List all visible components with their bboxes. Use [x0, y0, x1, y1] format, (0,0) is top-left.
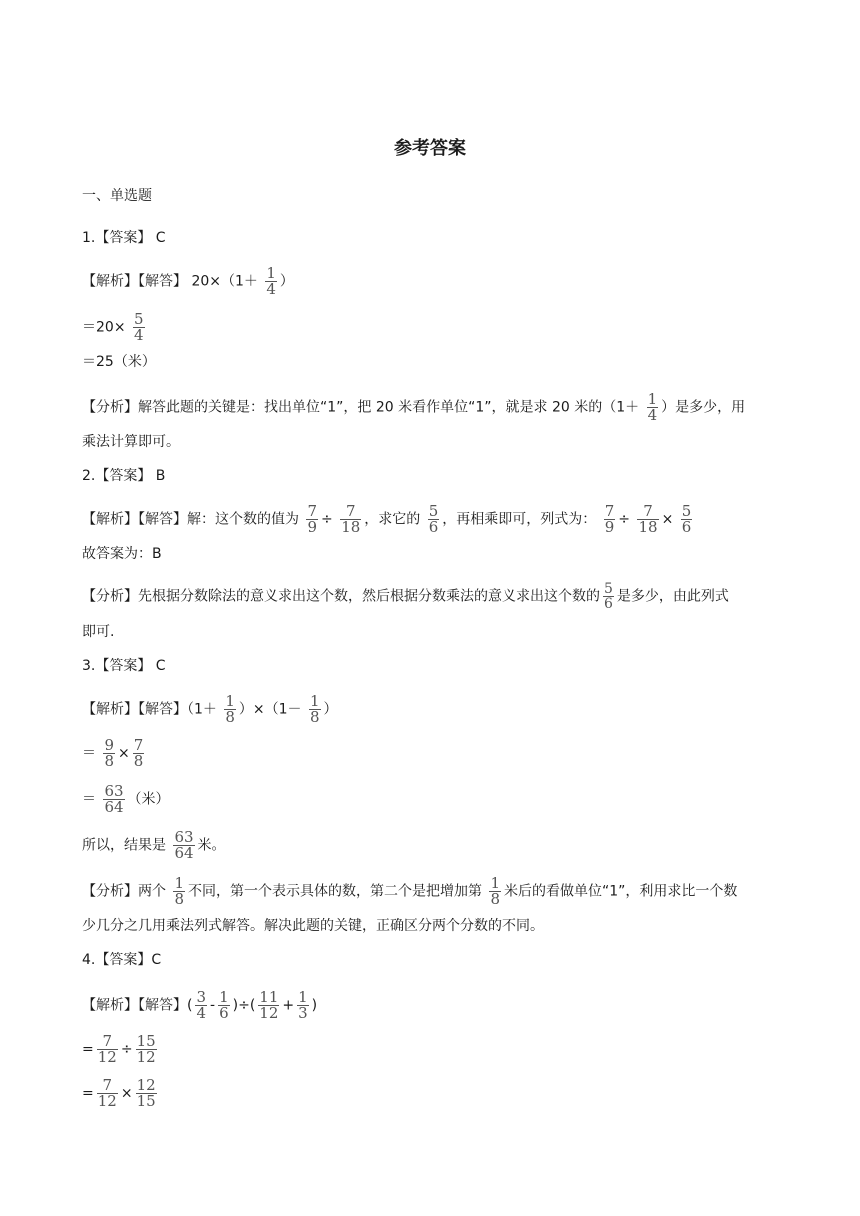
fraction: $\frac{7}{12}$: [97, 1076, 117, 1110]
q3-analysis-cont: 少几分之几用乘法列式解答。解决此题的关键，正确区分两个分数的不同。: [82, 918, 544, 934]
fraction: $\frac{5}{6}$: [604, 581, 613, 612]
fraction: $\frac{7}{9}$: [604, 502, 615, 536]
q1-solution-line3: ＝25（米）: [82, 354, 156, 370]
fraction: $\frac{5}{6}$: [428, 502, 439, 536]
fraction: $\frac{1}{4}$: [647, 390, 658, 424]
q4-solution-line3: = $\frac{7}{12}$ × $\frac{12}{15}$: [82, 1076, 156, 1110]
q1-analysis: 【分析】解答此题的关键是：找出单位“1”，把 20 米看作单位“1”，就是求 20 米的（1＋ $\frac{1}{4}$ ）是多少，用: [82, 390, 746, 424]
fraction: $\frac{63}{64}$: [174, 828, 194, 862]
q3-analysis: 【分析】两个 $\frac{1}{8}$ 不同，第一个表示具体的数，第二个是把增加第 $\frac{1}{8}$ 米后的看做单位“1”，利用求比一个数: [82, 874, 738, 908]
fraction: $\frac{15}{12}$: [136, 1032, 156, 1066]
fraction: $\frac{9}{8}$: [104, 736, 114, 770]
fraction: $\frac{1}{6}$: [219, 988, 229, 1022]
q3-solution-line3: ＝ $\frac{63}{64}$ （米）: [82, 782, 170, 816]
fraction: $\frac{1}{8}$: [490, 874, 500, 908]
q2-analysis-cont: 即可.: [82, 624, 115, 640]
fraction: $\frac{12}{15}$: [136, 1076, 156, 1110]
fraction: $\frac{1}{3}$: [298, 988, 308, 1022]
q1-analysis-cont: 乘法计算即可。: [82, 434, 180, 450]
q2-analysis: 【分析】先根据分数除法的意义求出这个数，然后根据分数乘法的意义求出这个数的 $\frac{5}{6}$ 是多少，由此列式: [82, 581, 729, 612]
fraction: $\frac{63}{64}$: [104, 782, 124, 816]
fraction: $\frac{3}{4}$: [196, 988, 207, 1022]
fraction: $\frac{11}{12}$: [259, 988, 279, 1022]
fraction: $\frac{7}{8}$: [133, 736, 144, 770]
page-title: 参考答案: [394, 138, 466, 159]
q3-result: 所以，结果是 $\frac{63}{64}$ 米。: [82, 828, 226, 862]
q4-solution-line1: 【解析】【解答】( $\frac{3}{4}$ - $\frac{1}{6}$ )÷( $\frac{11}{12}$ + $\frac{1}{3}$ ): [82, 988, 318, 1022]
q1-solution-line2: ＝20× $\frac{5}{4}$: [82, 310, 144, 344]
fraction: $\frac{1}{8}$: [225, 692, 235, 726]
fraction: $\frac{7}{18}$: [638, 502, 658, 536]
fraction: $\frac{1}{8}$: [174, 874, 184, 908]
q2-solution: 【解析】【解答】解：这个数的值为 $\frac{7}{9}$ ÷ $\frac{7}{18}$ ，求它的 $\frac{5}{6}$ ，再相乘即可，列式为： $\frac{7}{9}$ ÷ $\frac{7}{18}$ × $\frac{5}{6}$: [82, 502, 692, 536]
q1-solution-line1: 【解析】【解答】 20×（1＋ $\frac{1}{4}$ ）: [82, 264, 294, 298]
q4-solution-line2: = $\frac{7}{12}$ ÷ $\frac{15}{12}$: [82, 1032, 156, 1066]
fraction: $\frac{7}{9}$: [307, 502, 317, 536]
fraction: $\frac{7}{12}$: [97, 1032, 117, 1066]
fraction: $\frac{5}{4}$: [134, 310, 144, 344]
fraction: $\frac{1}{8}$: [310, 692, 320, 726]
section-heading: 一、单选题: [82, 188, 152, 204]
q1-answer: 1.【答案】 C: [82, 230, 166, 246]
q4-answer: 4.【答案】C: [82, 952, 162, 968]
fraction: $\frac{5}{6}$: [681, 502, 692, 536]
q3-solution-line2: ＝ $\frac{9}{8}$ × $\frac{7}{8}$: [82, 736, 144, 770]
fraction: $\frac{1}{4}$: [266, 264, 276, 298]
fraction: $\frac{7}{18}$: [341, 502, 361, 536]
q2-conclusion: 故答案为：B: [82, 546, 162, 562]
q3-answer: 3.【答案】 C: [82, 658, 166, 674]
q2-answer: 2.【答案】 B: [82, 468, 166, 484]
q3-solution-line1: 【解析】【解答】（1＋ $\frac{1}{8}$ ）×（1－ $\frac{1}{8}$ ）: [82, 692, 338, 726]
